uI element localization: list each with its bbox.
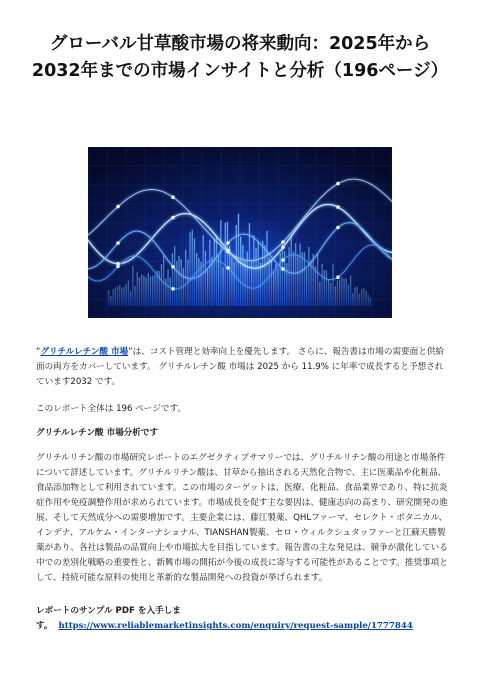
- hero-bar: [227, 222, 228, 306]
- hero-dot: [226, 241, 230, 245]
- hero-bar: [291, 237, 292, 306]
- intro-paragraph: [36, 345, 450, 390]
- hero-bar: [222, 267, 223, 306]
- hero-bar: [299, 244, 300, 307]
- hero-bar: [207, 270, 208, 306]
- financial-chart-illustration: [88, 147, 392, 318]
- hero-bar: [359, 294, 360, 306]
- hero-bar: [361, 289, 362, 306]
- hero-bar: [350, 276, 351, 307]
- hero-bar: [115, 288, 116, 307]
- hero-bar: [123, 287, 124, 306]
- hero-bar: [253, 235, 254, 306]
- hero-bar: [346, 279, 347, 307]
- hero-bar: [139, 277, 140, 306]
- hero-bar: [196, 253, 197, 306]
- hero-bar: [218, 255, 219, 306]
- hero-bar: [348, 285, 349, 306]
- hero-dot: [116, 205, 120, 209]
- hero-dot: [336, 182, 340, 186]
- hero-bar: [132, 266, 133, 306]
- hero-bar: [302, 252, 303, 306]
- hero-bar: [264, 245, 265, 306]
- hero-bar: [214, 239, 215, 306]
- cta-lead-line2: す。: [36, 621, 53, 631]
- hero-bar: [216, 236, 217, 306]
- hero-dot: [116, 241, 120, 245]
- hero-dot: [281, 267, 285, 271]
- hero-bar: [150, 276, 151, 306]
- sample-request-block: [36, 604, 450, 634]
- hero-bar: [332, 264, 333, 306]
- hero-bar: [363, 288, 364, 306]
- cta-lead-line1: レポートのサンプル PDF を入手しま: [36, 606, 181, 616]
- hero-bar: [134, 286, 135, 306]
- hero-bar: [273, 271, 274, 306]
- hero-bar: [137, 272, 138, 306]
- hero-bar: [108, 290, 109, 306]
- hero-bar: [282, 244, 283, 306]
- hero-dot: [281, 240, 285, 244]
- analysis-paragraph: グリチルリチン酸の市場研究レポートのエグゼクティブサマリーでは、グリチルリチン酸の用途と市場条件について詳述しています。グリチルリチン酸は、甘草から抽出される天然化合物で、主に医薬品や化粧品、食品添加物として利用されています。この市場のターゲットは、医療、化粧品、食品業界であり、特に抗炎症作用や免疫調整作用が求められています。市場成長を促す主な要因は、健康志向の高まり、研究開発の進展、そして天然成分への需要増加です。主要企業には、藤江製薬、QHLファーマ、セレクト・ボタニカル、インデナ、アルケム・インターナショナル、TIANSHAN製薬、セロ・ウィルクシュタッファーと江蘇天勝製薬があり、各社は製品の品質向上や市場拡大を目指しています。報告書の主な発見は、競争が激化している中での差別化戦略の重要性と、新興市場の開拓が今後の成長に寄与する可能性があることです。推奨事項として、持続可能な原料の使用と革新的な製品開発への投資が挙げられます。: [36, 453, 448, 583]
- hero-bar: [117, 287, 118, 306]
- hero-dot: [171, 216, 175, 220]
- hero-bar: [121, 288, 122, 307]
- hero-bar: [172, 253, 173, 306]
- hero-bar: [231, 258, 232, 306]
- hero-bar: [170, 278, 171, 306]
- hero-bar: [354, 288, 355, 307]
- hero-bar: [324, 270, 325, 306]
- open-quote: “: [36, 347, 41, 357]
- hero-bar: [321, 264, 322, 306]
- hero-bar: [112, 289, 113, 306]
- hero-bar: [262, 241, 263, 306]
- hero-bar: [319, 282, 320, 306]
- hero-bar: [128, 281, 129, 306]
- hero-bar: [293, 252, 294, 306]
- hero-bar: [141, 274, 142, 306]
- hero-bar: [209, 240, 210, 306]
- hero-bar: [203, 235, 204, 306]
- hero-bar: [176, 261, 177, 306]
- hero-bar: [317, 253, 318, 306]
- hero-bar: [255, 248, 256, 306]
- hero-bar: [306, 269, 307, 306]
- hero-bar: [328, 279, 329, 306]
- hero-bar: [335, 286, 336, 306]
- hero-bar: [370, 298, 371, 306]
- hero-dot: [226, 250, 230, 254]
- intro-text: ”は、コスト管理と効率向上を優先します。 さらに、報告書は市場の需要面と供給面の両方をカバーしています。 グリチルレチン酸 市場は 2025 から 11.9% に年率で成長すると予想されています2032 です。: [36, 347, 445, 387]
- sample-request-link[interactable]: https://www.reliablemarketinsights.com/enquiry/request-sample/1777844: [58, 621, 413, 631]
- hero-dot: [281, 246, 285, 250]
- hero-dot: [171, 265, 175, 269]
- hero-bar: [368, 295, 369, 306]
- hero-bar: [126, 284, 127, 306]
- hero-bar: [165, 279, 166, 307]
- hero-bar: [286, 263, 287, 306]
- hero-dot: [116, 265, 120, 269]
- hero-image: [88, 147, 392, 318]
- hero-bar: [145, 278, 146, 306]
- hero-bar: [130, 291, 131, 306]
- page-count-line: このレポート全体は 196 ページです。: [36, 404, 186, 414]
- hero-bar: [205, 251, 206, 306]
- hero-bar: [326, 271, 327, 307]
- hero-bar: [110, 296, 111, 306]
- hero-dot: [171, 195, 175, 199]
- hero-bar: [337, 281, 338, 306]
- hero-bar: [178, 256, 179, 306]
- hero-bar: [152, 276, 153, 306]
- hero-bar: [242, 245, 243, 306]
- hero-bar: [365, 291, 366, 306]
- page-title: グローバル甘草酸市場の将来動向：2025年から2032年までの市場インサイトと分析（196ページ）: [31, 34, 449, 81]
- hero-bar: [297, 255, 298, 306]
- hero-bar: [148, 273, 149, 306]
- hero-bar: [339, 280, 340, 307]
- hero-bar: [143, 276, 144, 306]
- hero-bar: [357, 287, 358, 307]
- hero-dot: [226, 266, 230, 270]
- hero-bar: [330, 283, 331, 306]
- hero-bar: [277, 268, 278, 306]
- hero-bar: [161, 264, 162, 306]
- hero-bar: [308, 247, 309, 306]
- hero-bar: [341, 277, 342, 306]
- hero-bar: [266, 231, 267, 306]
- hero-dot: [336, 275, 340, 279]
- hero-bar: [352, 293, 353, 306]
- hero-bar: [240, 237, 241, 306]
- section-heading: グリチルレチン酸 市場分析です: [36, 428, 159, 438]
- hero-bar: [198, 258, 199, 306]
- hero-bar: [194, 239, 195, 307]
- hero-dot: [281, 258, 285, 262]
- hero-bar: [192, 230, 193, 306]
- hero-bar: [258, 241, 259, 306]
- hero-bar: [295, 243, 296, 306]
- market-keyword-link[interactable]: グリチルレチン酸 市場: [40, 347, 129, 357]
- hero-bar: [181, 259, 182, 306]
- hero-bar: [343, 279, 344, 306]
- hero-dot: [171, 287, 175, 291]
- hero-bar: [233, 262, 234, 306]
- hero-dot: [336, 226, 340, 230]
- hero-bar: [154, 275, 155, 306]
- hero-bar: [174, 246, 175, 306]
- hero-bar: [119, 285, 120, 306]
- hero-bar: [189, 233, 190, 307]
- hero-bar: [271, 261, 272, 306]
- hero-dot: [336, 205, 340, 209]
